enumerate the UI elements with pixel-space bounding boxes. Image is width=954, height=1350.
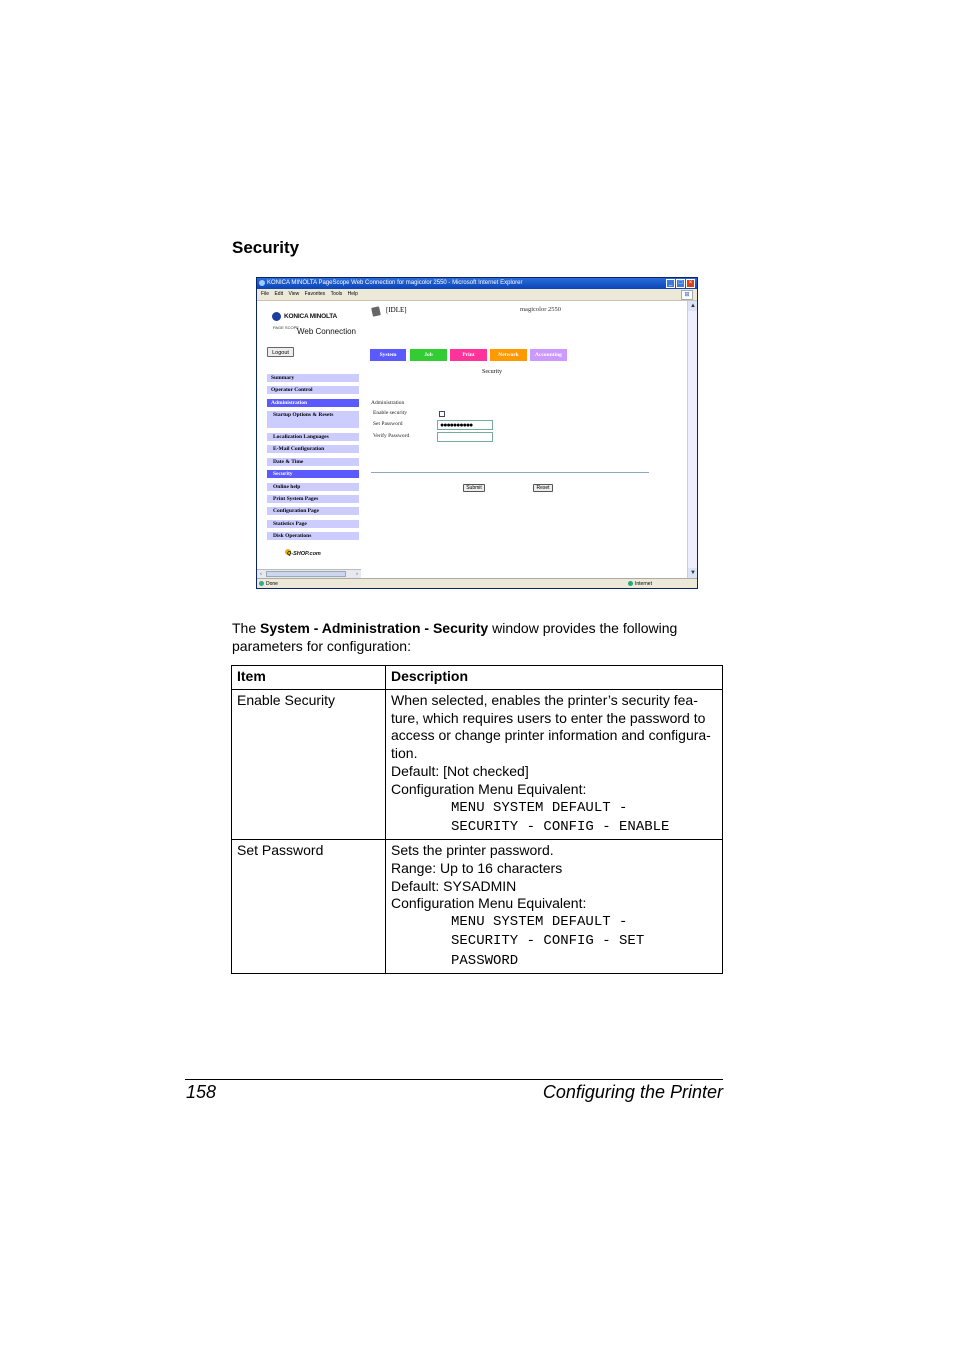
footer-rule [185,1079,723,1080]
desc-line: Sets the printer password. [391,841,554,858]
menu-path-line: PASSWORD [451,952,519,969]
parameters-table [231,665,723,974]
printer-icon [371,306,381,316]
minimize-icon[interactable]: _ [666,279,675,288]
menu-favorites[interactable]: Favorites [304,291,326,297]
nav-date-time[interactable]: Date & Time [267,458,359,466]
menu-path-line: SECURITY - CONFIG - ENABLE [451,818,670,835]
menu-path-line: SECURITY - CONFIG - SET [451,933,645,950]
vertical-scrollbar[interactable] [687,301,698,578]
nav-configuration-page[interactable]: Configuration Page [267,507,359,515]
nav-operator-control[interactable]: Operator Control [267,386,359,394]
browser-status-bar [257,578,697,589]
nav-print-system-pages[interactable]: Print System Pages [267,495,359,503]
menu-help[interactable]: Help [347,291,358,297]
ie-icon [259,280,265,286]
tab-network[interactable]: Network [490,349,527,361]
intro-window-path: System - Administration - Security [260,620,489,636]
q-shop-link[interactable]: Q-SHOP.com [287,551,321,557]
section-title: Security [232,238,300,257]
desc-line: ture, which requires users to enter the password to [391,709,706,726]
horizontal-scrollbar[interactable] [257,569,361,578]
set-password-input[interactable]: ●●●●●●●●●● [437,420,493,430]
menu-edit[interactable]: Edit [274,291,284,297]
internet-zone-icon [628,581,633,586]
page-done-icon [259,581,264,586]
table-row [232,689,723,839]
scroll-right-icon[interactable]: › [356,571,358,577]
desc-line: access or change printer information and configura- [391,727,711,744]
tab-system[interactable]: System [370,349,406,361]
nav-administration[interactable]: Administration [267,399,359,407]
item-cell: Set Password [232,839,386,973]
desc-line: Default: SYSADMIN [391,877,517,894]
pagescope-logo: PAGE SCOPE [273,325,299,330]
intro-text-start: The [232,620,261,636]
menu-file[interactable]: File [261,291,270,297]
nav-localization-languages[interactable]: Localization Languages [267,433,359,441]
verify-password-label: Verify Password [373,433,410,439]
status-done: Done [266,581,278,587]
nav-startup-options[interactable]: Startup Options & Resets [267,411,359,428]
table-row [232,839,723,973]
intro-text-end: window provides the following parameters for configuration: [232,620,678,654]
description-cell [386,839,723,973]
set-password-label: Set Password [373,421,403,427]
printer-status: [IDLE] [386,306,407,314]
nav-online-help[interactable]: Online help [267,483,359,491]
printer-model: magicolor 2550 [520,306,561,313]
web-connection-label: Web Connection [297,327,356,336]
reset-button[interactable]: Reset [533,484,553,492]
nav-summary[interactable]: Summary [267,374,359,382]
tab-accounting[interactable]: Accounting [530,349,567,361]
form-divider [371,472,649,473]
desc-line: When selected, enables the printer’s security fea- [391,691,698,708]
menu-path-line: MENU SYSTEM DEFAULT - [451,914,628,931]
brand-logo-text: KONICA MINOLTA [284,313,338,320]
menu-path-line: MENU SYSTEM DEFAULT - [451,799,628,816]
item-cell: Enable Security [232,689,386,839]
security-page-heading: Security [482,369,502,375]
desc-line: Configuration Menu Equivalent: [391,895,587,912]
scroll-up-icon[interactable]: ▲ [688,301,698,311]
close-icon[interactable]: × [686,279,695,288]
administration-group-label: Administration [371,400,405,406]
konica-minolta-logo-icon [272,312,281,321]
scroll-left-icon[interactable]: ‹ [260,571,262,577]
tab-job[interactable]: Job [410,349,447,361]
menu-bar [257,289,697,301]
windows-flag-icon: ⊞ [681,290,693,300]
nav-disk-operations[interactable]: Disk Operations [267,532,359,540]
submit-button[interactable]: Submit [463,484,485,492]
window-title-bar [257,278,697,289]
description-cell [386,689,723,839]
enable-security-checkbox[interactable] [439,411,445,417]
enable-security-label: Enable security [373,410,408,416]
desc-line: Configuration Menu Equivalent: [391,780,587,797]
left-navigation-pane [257,301,365,577]
intro-paragraph [232,619,712,655]
nav-statistics-page[interactable]: Statistics Page [267,520,359,528]
header-item: Item [232,666,386,690]
desc-line: tion. [391,745,418,762]
chapter-title: Configuring the Printer [542,1082,723,1102]
page-number: 158 [186,1082,217,1102]
status-internet: Internet [635,581,652,587]
verify-password-input[interactable] [437,432,493,442]
logout-button[interactable]: Logout [267,347,294,357]
desc-line: Default: [Not checked] [391,762,529,779]
menu-view[interactable]: View [288,291,300,297]
scroll-thumb[interactable] [266,571,346,577]
nav-security[interactable]: Security [267,470,359,478]
nav-email-configuration[interactable]: E-Mail Configuration [267,445,359,453]
scroll-down-icon[interactable]: ▼ [688,568,698,578]
maximize-icon[interactable]: □ [676,279,685,288]
browser-window-screenshot [256,277,698,589]
table-header-row [232,666,723,690]
window-title: KONICA MINOLTA PageScope Web Connection for magicolor 2550 - Microsoft Internet Explorer [267,280,523,286]
header-description: Description [386,666,723,690]
tab-print[interactable]: Print [450,349,487,361]
menu-tools[interactable]: Tools [330,291,343,297]
desc-line: Range: Up to 16 characters [391,859,563,876]
